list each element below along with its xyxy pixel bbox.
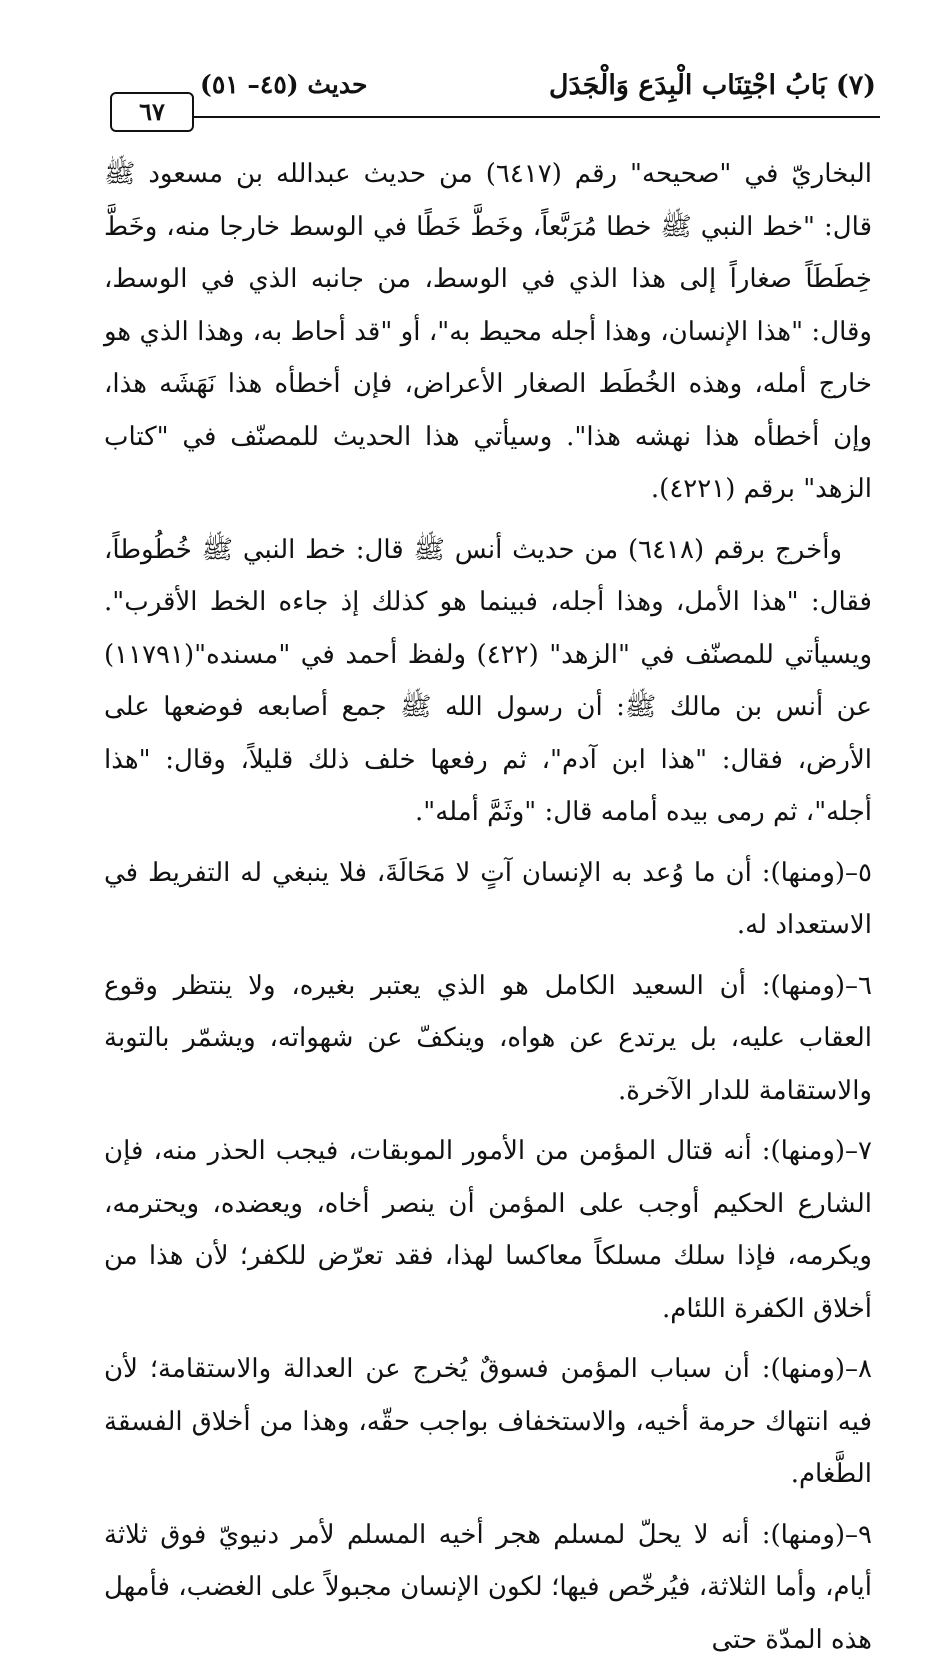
paragraph-point-5: ٥–(ومنها): أن ما وُعد به الإنسان آتٍ لا مَحَالَةَ، فلا ينبغي له التفريط في الاستعداد له. <box>104 857 872 940</box>
hadith-range: حديث (٤٥– ٥١) <box>200 70 368 99</box>
chapter-title: (٧) بَابُ اجْتِنَاب الْبِدَع وَالْجَدَل <box>548 70 876 101</box>
paragraph-point-9: ٩–(ومنها): أنه لا يحلّ لمسلم هجر أخيه المسلم لأمر دنيويّ فوق ثلاثة أيام، وأما الثلاثة، فيُرخّص فيها؛ لكون الإنسان مجبولاً على الغضب، فأمهل هذه المدّة حتى <box>104 1519 872 1655</box>
paragraph-2: وأخرج برقم (٦٤١٨) من حديث أنس ﷺ قال: خط النبي ﷺ خُطُوطاً، فقال: "هذا الأمل، وهذا أجله، فبينما هو كذلك إذ جاءه الخط الأقرب". ويسيأتي للمصنّف في "الزهد" (٤٢٢) ولفظ أحمد في "مسنده"(١١٧٩١) عن أنس بن مالك ﷺ: أن رسول الله ﷺ جمع أصابعه فوضعها على الأرض، فقال: "هذا ابن آدم"، ثم رفعها خلف ذلك قليلاً، وقال: "هذا أجله"، ثم رمى بيده أمامه قال: "وثَمَّ أمله". <box>104 534 872 827</box>
paragraph-1: البخاريّ في "صحيحه" رقم (٦٤١٧) من حديث عبدالله بن مسعود ﷺ قال: "خط النبي ﷺ خطا مُرَبَّعاً، وخَطَّ خَطًا في الوسط خارجا منه، وخَطَّ خِطَطَاً صغاراً إلى هذا الذي في الوسط، من جانبه الذي في الوسط، وقال: "هذا الإنسان، وهذا أجله محيط به"، أو "قد أحاط به، وهذا الذي هو خارج أمله، وهذه الخُطَط الصغار الأعراض، فإن أخطأه هذا نَهَشَه هذا، وإن أخطأه هذا نهشه هذا". وسيأتي هذا الحديث للمصنّف في "كتاب الزهد" برقم (٤٢٢١). <box>104 159 872 504</box>
paragraph-point-6: ٦–(ومنها): أن السعيد الكامل هو الذي يعتبر بغيره، ولا ينتظر وقوع العقاب عليه، بل يرتدع عن هواه، وينكفّ عن شهواته، ويشمّر بالتوبة والاستقامة للدار الآخرة. <box>104 970 872 1106</box>
paragraph-point-7: ٧–(ومنها): أنه قتال المؤمن من الأمور الموبقات، فيجب الحذر منه، فإن الشارع الحكيم أوجب على المؤمن أن ينصر أخاه، ويعضده، ويحترمه، ويكرمه، فإذا سلك مسلكاً معاكسا لهذا، فقد تعرّض للكفر؛ لأن هذا من أخلاق الكفرة اللئام. <box>104 1136 872 1324</box>
paragraph-point-8: ٨–(ومنها): أن سباب المؤمن فسوقٌ يُخرج عن العدالة والاستقامة؛ لأن فيه انتهاك حرمة أخيه، والاستخفاف بواجب حقّه، وهذا من أخلاق الفسقة الطَّغام. <box>104 1354 872 1489</box>
page-number: ٦٧ <box>139 97 165 126</box>
header-rule <box>194 116 880 118</box>
page-number-box <box>110 92 194 132</box>
page-body <box>104 148 872 1674</box>
page-header <box>100 64 880 134</box>
